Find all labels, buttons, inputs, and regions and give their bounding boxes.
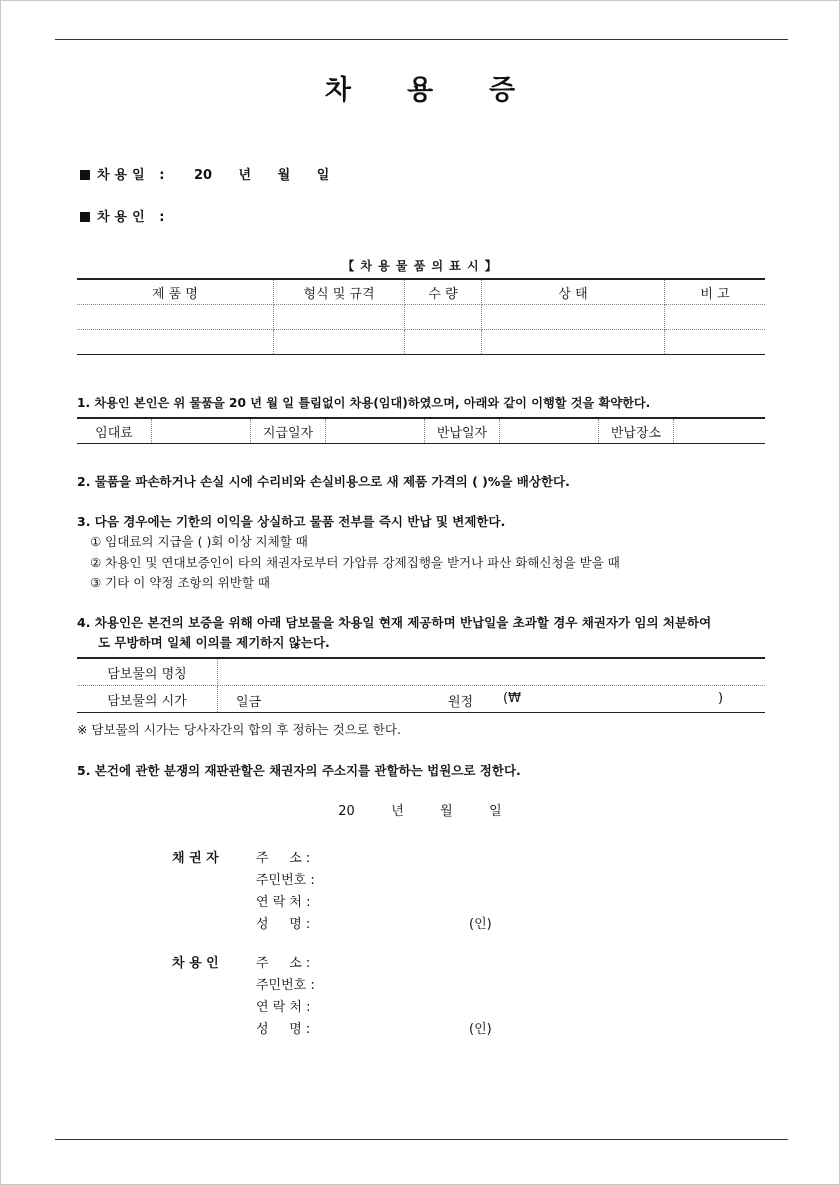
- creditor-seal: (인): [469, 917, 492, 932]
- cell[interactable]: [274, 305, 405, 330]
- cell[interactable]: [405, 305, 482, 330]
- creditor-name-label: 성 명 :: [256, 917, 311, 932]
- debtor-label: 차 용 인: [172, 956, 219, 971]
- clause-3-item: ③ 기타 이 약정 조항의 위반할 때: [90, 575, 270, 590]
- clause-3-item: ① 임대료의 지급을 ( )회 이상 지체할 때: [90, 534, 308, 549]
- payment-date-field[interactable]: [326, 418, 425, 444]
- debtor-name-label: 성 명 :: [256, 1022, 311, 1037]
- table-row: [77, 330, 765, 355]
- loan-date-value: 20 년 월 일: [193, 168, 330, 183]
- debtor-id-label: 주민번호 :: [256, 978, 315, 993]
- borrower-label: 차용인 :: [97, 210, 170, 225]
- creditor-contact-label: 연 락 처 :: [256, 895, 311, 910]
- creditor-id-label: 주민번호 :: [256, 873, 315, 888]
- clause-4-line-2: 도 무방하며 일체 이의를 제기하지 않는다.: [98, 635, 330, 650]
- return-date-field[interactable]: [500, 418, 599, 444]
- collateral-value-field[interactable]: [218, 686, 766, 713]
- cell[interactable]: [405, 330, 482, 355]
- collateral-name-field[interactable]: [218, 658, 766, 686]
- creditor-address-label: 주 소 :: [256, 851, 311, 866]
- borrower-row: [80, 206, 169, 225]
- return-date-label: 반납일자: [425, 418, 500, 444]
- amount-prefix: 일금: [236, 695, 262, 710]
- terms-table: [77, 417, 765, 444]
- debtor-address-label: 주 소 :: [256, 956, 311, 971]
- header-quantity: 수 량: [405, 279, 482, 305]
- clause-5: 5. 본건에 관한 분쟁의 재판관할은 채권자의 주소지를 관할하는 법원으로 정한다.: [77, 763, 521, 778]
- clause-1: 1. 차용인 본인은 위 물품을 20 년 월 일 틀림없이 차용(임대)하였으며, 아래와 같이 이행할 것을 확약한다.: [77, 396, 651, 410]
- header-condition: 상 태: [482, 279, 665, 305]
- collateral-note: ※ 담보물의 시가는 당사자간의 합의 후 정하는 것으로 한다.: [77, 722, 401, 737]
- debtor-contact-label: 연 락 처 :: [256, 1000, 311, 1015]
- collateral-table: [77, 657, 765, 713]
- header-remarks: 비 고: [665, 279, 766, 305]
- loan-date-label: 차용일 :: [97, 168, 170, 183]
- payment-date-label: 지급일자: [251, 418, 326, 444]
- title-char: 증: [489, 75, 516, 106]
- amount-won: 원정: [448, 695, 474, 710]
- header-product-name: 제 품 명: [77, 279, 274, 305]
- sign-date: 20 년 월 일: [338, 804, 502, 819]
- square-bullet-icon: [80, 212, 90, 222]
- cell[interactable]: [482, 305, 665, 330]
- title-char: 용: [406, 75, 434, 106]
- cell[interactable]: [77, 330, 274, 355]
- items-heading: 【 차 용 물 품 의 표 시 】: [342, 259, 498, 273]
- bottom-rule: [55, 1139, 788, 1140]
- cell[interactable]: [665, 305, 766, 330]
- top-rule: [55, 39, 788, 40]
- return-place-field[interactable]: [674, 418, 766, 444]
- table-row: [77, 305, 765, 330]
- cell[interactable]: [482, 330, 665, 355]
- title-char: 차: [324, 75, 351, 106]
- collateral-name-label: 담보물의 명칭: [77, 658, 218, 686]
- cell[interactable]: [77, 305, 274, 330]
- collateral-value-label: 담보물의 시가: [77, 686, 218, 713]
- rent-label: 임대료: [77, 418, 152, 444]
- creditor-label: 채 권 자: [172, 851, 219, 866]
- cell[interactable]: [274, 330, 405, 355]
- rent-field[interactable]: [152, 418, 251, 444]
- amount-paren-open: (₩: [503, 691, 521, 706]
- debtor-seal: (인): [469, 1022, 492, 1037]
- clause-4-line-1: 4. 차용인은 본건의 보증을 위해 아래 담보물을 차용일 현재 제공하며 반납일을 초과할 경우 채권자가 임의 처분하여: [77, 615, 712, 630]
- document-title: [0, 68, 840, 107]
- return-place-label: 반납장소: [599, 418, 674, 444]
- cell[interactable]: [665, 330, 766, 355]
- loan-date-row: [80, 164, 329, 183]
- clause-3-item: ② 차용인 및 연대보증인이 타의 채권자로부터 가압류 강제집행을 받거나 파산 화해신청을 받을 때: [90, 555, 620, 570]
- header-spec: 형식 및 규격: [274, 279, 405, 305]
- amount-paren-close: ): [718, 691, 724, 706]
- clause-2: 2. 물품을 파손하거나 손실 시에 수리비와 손실비용으로 새 제품 가격의 ( )%을 배상한다.: [77, 474, 570, 489]
- square-bullet-icon: [80, 170, 90, 180]
- items-table: [77, 278, 765, 355]
- clause-3: 3. 다음 경우에는 기한의 이익을 상실하고 물품 전부를 즉시 반납 및 변제한다.: [77, 514, 506, 529]
